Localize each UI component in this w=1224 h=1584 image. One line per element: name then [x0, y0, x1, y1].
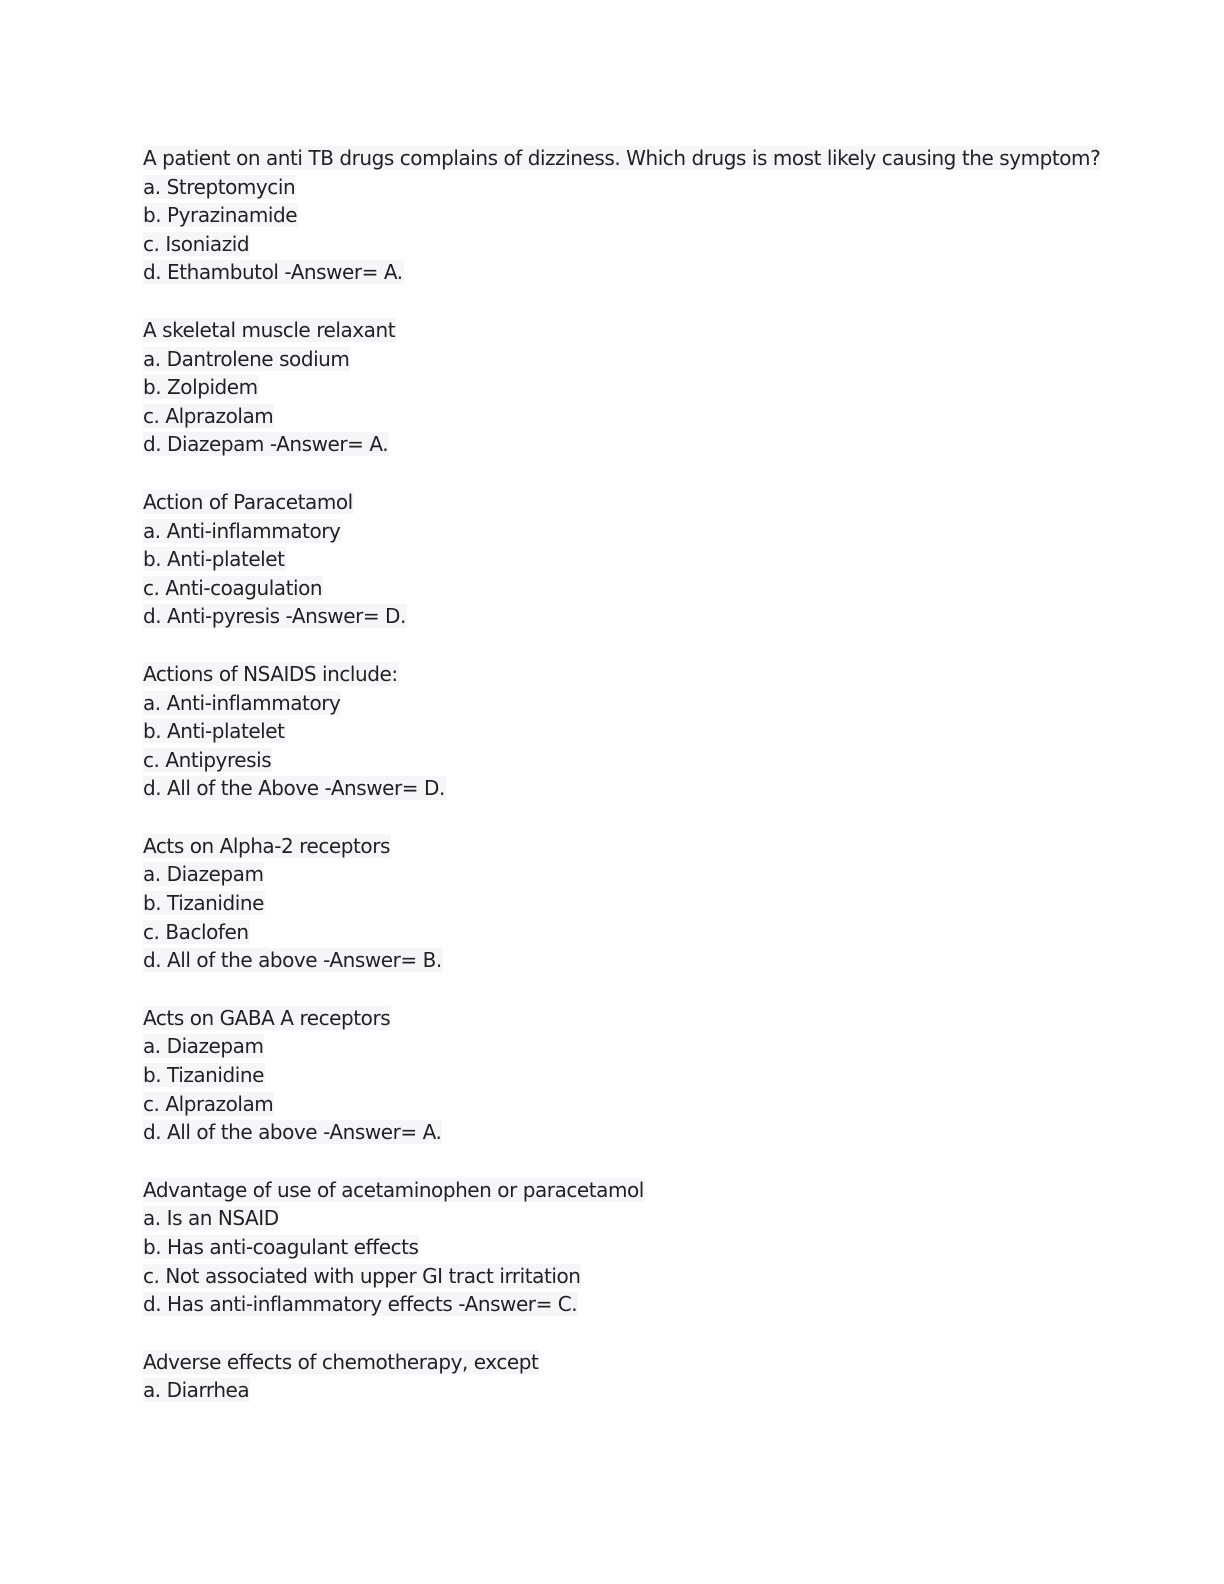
- question-text: Acts on GABA A receptors: [143, 1005, 391, 1030]
- answer-option: b. Zolpidem: [143, 375, 258, 400]
- answer-option: a. Dantrolene sodium: [143, 346, 350, 371]
- answer-option: d. All of the above -Answer= A.: [143, 1120, 442, 1145]
- question-text: A skeletal muscle relaxant: [143, 317, 396, 342]
- answer-option: b. Pyrazinamide: [143, 203, 298, 228]
- answer-option: a. Streptomycin: [143, 174, 296, 199]
- answer-option: c. Anti-coagulation: [143, 575, 323, 600]
- answer-option: d. All of the above -Answer= B.: [143, 948, 442, 973]
- answer-option: b. Tizanidine: [143, 891, 264, 916]
- question-text: Actions of NSAIDS include:: [143, 661, 398, 686]
- question-block-6: [143, 1004, 1143, 1147]
- question-block-3: [143, 488, 1143, 631]
- question-block-8: [143, 1348, 1143, 1405]
- answer-option: c. Alprazolam: [143, 1091, 274, 1116]
- question-block-7: [143, 1176, 1143, 1319]
- document-page: [143, 144, 1143, 1434]
- question-text: Adverse effects of chemotherapy, except: [143, 1349, 539, 1374]
- question-block-5: [143, 832, 1143, 975]
- answer-option: a. Is an NSAID: [143, 1206, 279, 1231]
- answer-option: b. Anti-platelet: [143, 547, 285, 572]
- answer-option: c. Baclofen: [143, 919, 249, 944]
- question-text: Acts on Alpha-2 receptors: [143, 833, 390, 858]
- question-text: Action of Paracetamol: [143, 489, 353, 514]
- answer-option: c. Isoniazid: [143, 231, 250, 256]
- question-text: Advantage of use of acetaminophen or paracetamol: [143, 1177, 644, 1202]
- question-text: A patient on anti TB drugs complains of dizziness. Which drugs is most likely causing the symptom?: [143, 146, 1101, 170]
- answer-option: a. Anti-inflammatory: [143, 690, 341, 715]
- answer-option: d. Anti-pyresis -Answer= D.: [143, 604, 406, 629]
- answer-option: a. Diazepam: [143, 1034, 264, 1059]
- answer-option: c. Alprazolam: [143, 403, 274, 428]
- answer-option: a. Diarrhea: [143, 1378, 250, 1403]
- answer-option: c. Not associated with upper GI tract irritation: [143, 1263, 581, 1288]
- question-block-1: [143, 144, 1143, 287]
- answer-option: b. Anti-platelet: [143, 719, 285, 744]
- answer-option: d. All of the Above -Answer= D.: [143, 776, 445, 801]
- answer-option: b. Has anti-coagulant effects: [143, 1235, 419, 1259]
- answer-option: d. Ethambutol -Answer= A.: [143, 260, 403, 285]
- answer-option: d. Diazepam -Answer= A.: [143, 432, 389, 457]
- answer-option: a. Anti-inflammatory: [143, 518, 341, 543]
- answer-option: c. Antipyresis: [143, 747, 272, 772]
- answer-option: d. Has anti-inflammatory effects -Answer= C.: [143, 1292, 578, 1317]
- question-block-2: [143, 316, 1143, 459]
- question-block-4: [143, 660, 1143, 803]
- answer-option: a. Diazepam: [143, 862, 264, 887]
- answer-option: b. Tizanidine: [143, 1063, 264, 1088]
